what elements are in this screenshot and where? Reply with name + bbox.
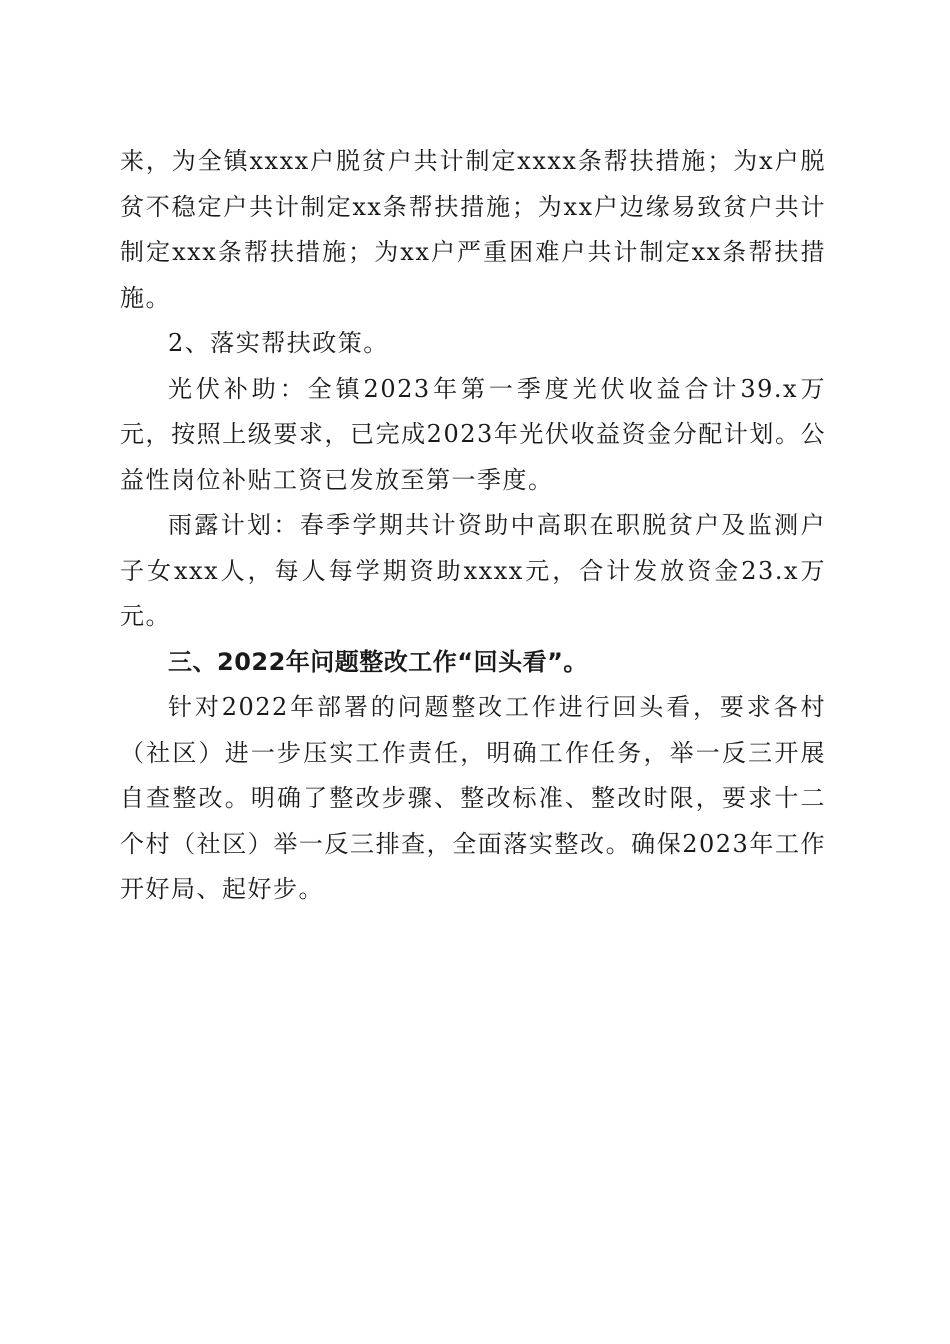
paragraph-yulu-plan: 雨露计划：春季学期共计资助中高职在职脱贫户及监测户子女xxx人，每人每学期资助xxxx元，合计发放资金23.x万元。 — [120, 511, 826, 630]
document-body — [120, 139, 826, 913]
subheading-implement-policies: 2、落实帮扶政策。 — [168, 329, 389, 357]
paragraph-solar-subsidy: 光伏补助：全镇2023年第一季度光伏收益合计39.x万元，按照上级要求，已完成2023年光伏收益资金分配计划。公益性岗位补贴工资已发放至第一季度。 — [120, 374, 826, 494]
section-heading-review: 三、2022年问题整改工作“回头看”。 — [168, 647, 588, 676]
paragraph-rectification-review: 针对2022年部署的问题整改工作进行回头看，要求各村（社区）进一步压实工作责任，明确工作任务，举一反三开展自查整改。明确了整改步骤、整改标准、整改时限，要求十二个村（社区）举一反三排查，全面落实整改。确保2023年工作开好局、起好步。 — [120, 693, 826, 903]
paragraph-continuation-assistance-measures: 来，为全镇xxxx户脱贫户共计制定xxxx条帮扶措施；为x户脱贫不稳定户共计制定xx条帮扶措施；为xx户边缘易致贫户共计制定xxx条帮扶措施；为xx户严重困难户共计制定xx条帮扶措施。 — [120, 147, 826, 312]
